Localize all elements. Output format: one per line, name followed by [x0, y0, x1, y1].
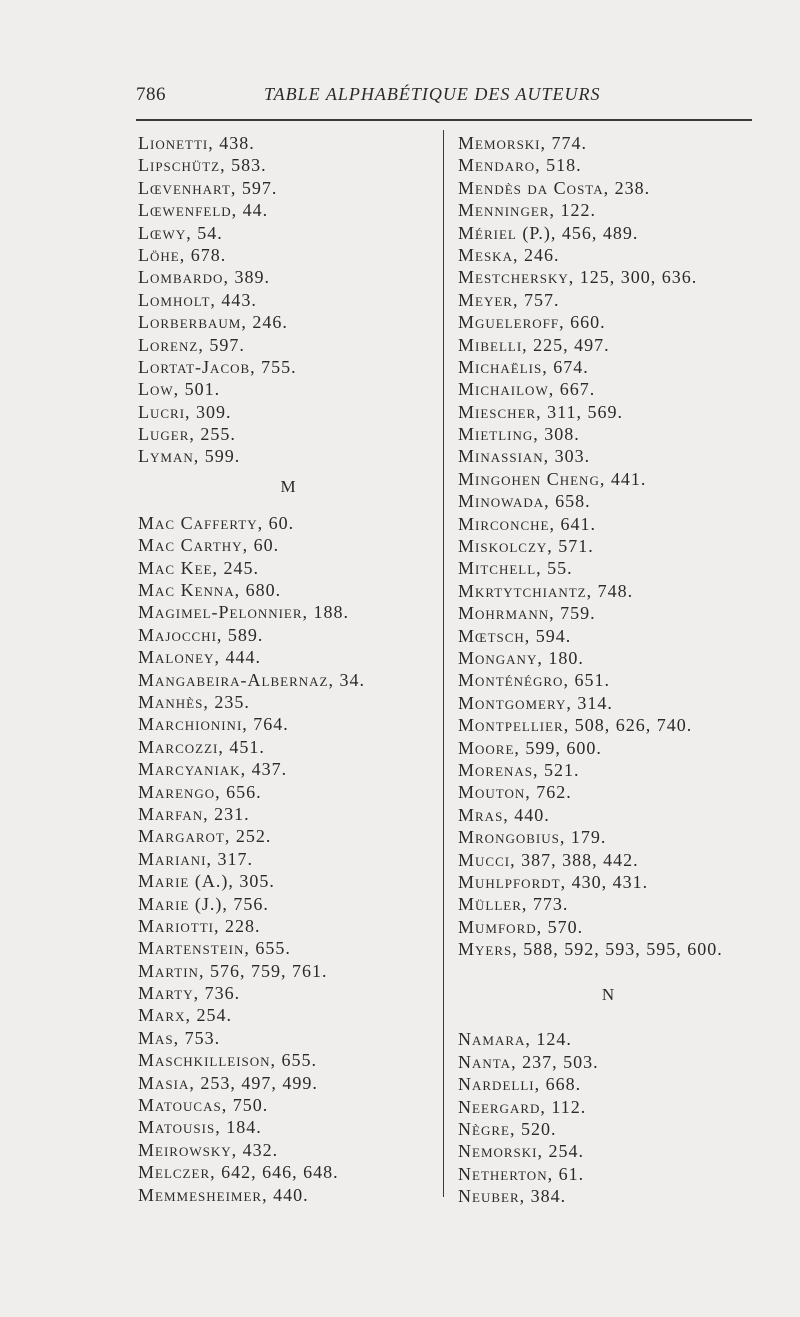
index-entry: Morenas, 521. — [458, 759, 580, 780]
header-rule — [136, 119, 752, 121]
page-number: 786 — [136, 84, 166, 105]
index-entry: Neuber, 384. — [458, 1186, 567, 1207]
index-entry: Majocchi, 589. — [138, 624, 264, 645]
index-entry: Mumford, 570. — [458, 916, 584, 937]
index-entry: Mas, 753. — [138, 1027, 221, 1048]
index-entry: Minassian, 303. — [458, 446, 591, 467]
running-title: TABLE ALPHABÉTIQUE DES AUTEURS — [264, 84, 601, 104]
section-heading-m: M — [280, 476, 296, 496]
index-entry: Lipschütz, 583. — [138, 155, 267, 176]
index-entry: Mohrmann, 759. — [458, 603, 596, 624]
index-entry: Mendaro, 518. — [458, 155, 582, 176]
index-entry: Mac Kenna, 680. — [138, 580, 282, 601]
index-entry: Nègre, 520. — [458, 1119, 557, 1140]
index-entry: Lœvenhart, 597. — [138, 177, 278, 198]
index-entry: Lorberbaum, 246. — [138, 312, 288, 333]
index-entry: Mac Kee, 245. — [138, 557, 259, 578]
index-entry: Marchionini, 764. — [138, 714, 289, 735]
index-entry: Neergard, 112. — [458, 1096, 587, 1117]
index-entry: Lyman, 599. — [138, 446, 241, 467]
right-column — [458, 132, 758, 1208]
index-entry: Müller, 773. — [458, 894, 569, 915]
index-entry: Mériel (P.), 456, 489. — [458, 222, 639, 243]
index-entry: Netherton, 61. — [458, 1163, 585, 1184]
index-entry: Mgueleroff, 660. — [458, 312, 606, 333]
index-entry: Montgomery, 314. — [458, 692, 613, 713]
index-entry: Maloney, 444. — [138, 647, 261, 668]
index-entry: Meirowsky, 432. — [138, 1139, 279, 1160]
index-entry: Montpellier, 508, 626, 740. — [458, 715, 693, 736]
index-entry: Lorenz, 597. — [138, 334, 245, 355]
index-entry: Nemorski, 254. — [458, 1141, 585, 1162]
index-entry: Myers, 588, 592, 593, 595, 600. — [458, 939, 723, 960]
index-entry: Luger, 255. — [138, 424, 236, 445]
index-entry: Moore, 599, 600. — [458, 737, 602, 758]
index-entry: Matousis, 184. — [138, 1117, 262, 1138]
index-entry: Michaëlis, 674. — [458, 356, 589, 377]
index-entry: Lortat-Jacob, 755. — [138, 356, 297, 377]
index-entry: Michailow, 667. — [458, 379, 596, 400]
index-entry: Manhès, 235. — [138, 691, 250, 712]
index-entry: Meyer, 757. — [458, 289, 560, 310]
index-entry: Margarot, 252. — [138, 826, 272, 847]
index-entry: Lœwenfeld, 44. — [138, 200, 269, 221]
index-entry: Martin, 576, 759, 761. — [138, 960, 328, 981]
index-entry: Melczer, 642, 646, 648. — [138, 1162, 339, 1183]
index-entry: Meska, 246. — [458, 244, 560, 265]
index-entry: Mœtsch, 594. — [458, 625, 572, 646]
index-entry: Menninger, 122. — [458, 200, 596, 221]
index-entry: Mac Carthy, 60. — [138, 535, 280, 556]
index-entry: Marx, 254. — [138, 1005, 232, 1026]
index-entry: Mirconche, 641. — [458, 513, 596, 534]
index-entry: Lombardo, 389. — [138, 267, 270, 288]
index-entry: Mingohen Cheng, 441. — [458, 468, 647, 489]
index-entry: Marcozzi, 451. — [138, 736, 265, 757]
index-entry: Namara, 124. — [458, 1029, 572, 1050]
index-entry: Mariotti, 228. — [138, 915, 261, 936]
index-entry: Memmesheimer, 440. — [138, 1184, 309, 1205]
index-entry: Matoucas, 750. — [138, 1095, 269, 1116]
index-entry: Muhlpfordt, 430, 431. — [458, 871, 649, 892]
index-entry: Mibelli, 225, 497. — [458, 334, 610, 355]
index-entry: Marcyaniak, 437. — [138, 759, 288, 780]
left-column — [138, 132, 438, 1206]
index-entry: Marie (J.), 756. — [138, 893, 269, 914]
index-entry: Marty, 736. — [138, 983, 241, 1004]
index-entry: Nanta, 237, 503. — [458, 1051, 599, 1072]
index-entry: Mkrtytchiantz, 748. — [458, 580, 634, 601]
index-entry: Monténégro, 651. — [458, 670, 610, 691]
index-entry: Mariani, 317. — [138, 848, 253, 869]
index-entry: Martenstein, 655. — [138, 938, 291, 959]
index-entry: Marie (A.), 305. — [138, 871, 275, 892]
index-entry: Mitchell, 55. — [458, 558, 573, 579]
index-entry: Löhe, 678. — [138, 244, 227, 265]
index-entry: Lœwy, 54. — [138, 222, 223, 243]
index-entry: Miskolczy, 571. — [458, 536, 594, 557]
index-entry: Magimel-Pelonnier, 188. — [138, 602, 350, 623]
index-entry: Marfan, 231. — [138, 803, 250, 824]
index-entry: Mietling, 308. — [458, 424, 580, 445]
index-entry: Mrongobius, 179. — [458, 827, 607, 848]
index-entry: Mouton, 762. — [458, 782, 572, 803]
index-entry: Memorski, 774. — [458, 133, 588, 153]
index-entry: Maschkilleison, 655. — [138, 1050, 318, 1071]
index-entry: Mestchersky, 125, 300, 636. — [458, 267, 698, 288]
index-entry: Mendès da Costa, 238. — [458, 177, 651, 198]
index-entry: Minowada, 658. — [458, 491, 591, 512]
index-entry: Low, 501. — [138, 379, 221, 400]
index-entry: Mras, 440. — [458, 804, 550, 825]
index-entry: Masia, 253, 497, 499. — [138, 1072, 318, 1093]
section-heading-n: N — [601, 985, 615, 1005]
index-entry: Lionetti, 438. — [138, 133, 255, 153]
index-entry: Lomholt, 443. — [138, 289, 257, 310]
index-entry: Nardelli, 668. — [458, 1074, 582, 1095]
index-entry: Mac Cafferty, 60. — [138, 512, 295, 533]
index-entry: Miescher, 311, 569. — [458, 401, 624, 422]
column-divider — [443, 130, 444, 1197]
index-entry: Mongany, 180. — [458, 647, 584, 668]
index-entry: Mangabeira-Albernaz, 34. — [138, 669, 365, 690]
index-entry: Lucri, 309. — [138, 401, 232, 422]
index-entry: Mucci, 387, 388, 442. — [458, 849, 639, 870]
index-entry: Marengo, 656. — [138, 781, 262, 802]
